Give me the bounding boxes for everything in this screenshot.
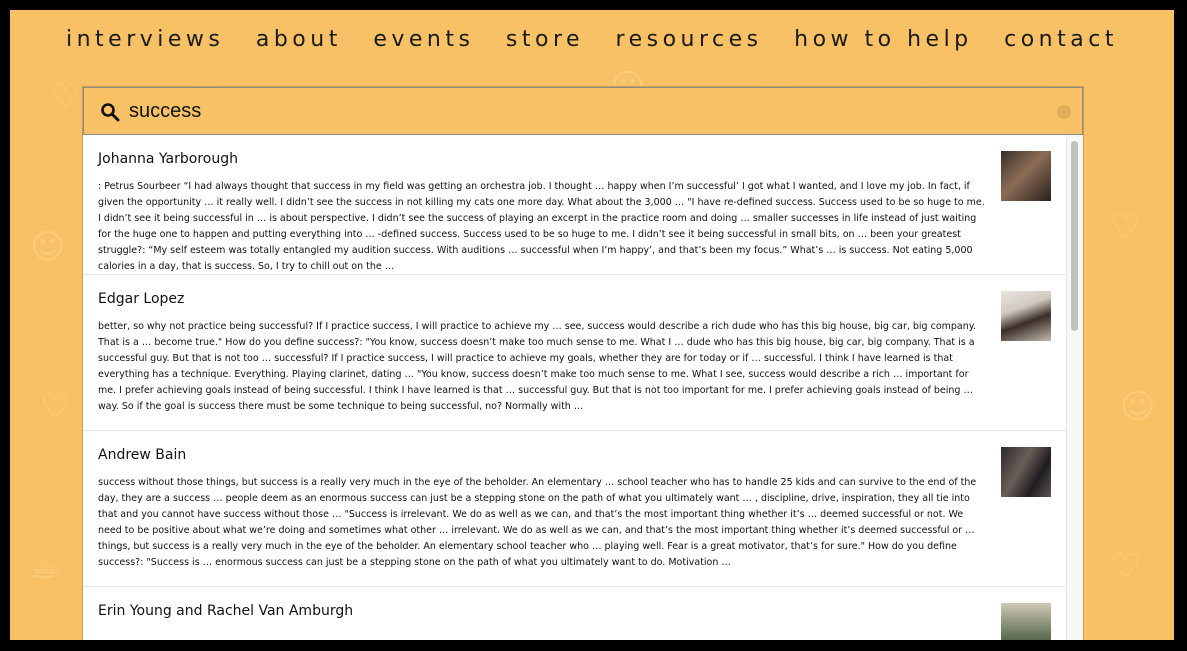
search-query[interactable]: success bbox=[129, 100, 202, 122]
result-thumbnail[interactable] bbox=[1001, 447, 1051, 497]
results-scrollbar[interactable] bbox=[1066, 135, 1083, 640]
page-frame bbox=[10, 10, 1174, 640]
result-name[interactable]: Johanna Yarborough bbox=[98, 151, 238, 167]
result-snippet: success without those things, but success is a really very much in the eye of the beholder. An elementary … school teacher who has to handle 25 kids and can survive to the end of the day, they are a success … people deem as an enormous success can just be a stepping stone on the path of what you ultimately want … , discipline, drive, inspiration, they all tie into that and you cannot have success without those … "Success is irrelevant. We do as well as we can, and that’s the most important thing whether it’s … deemed successful or not. We need to be positive about what we’re doing and sometimes what other … irrelevant. We do as well as we can, and that’s the most important thing whether it’s deemed successful or … things, but success is a really very much in the eye of the beholder. An elementary school teacher who … playing well. Fear is a great motivator, that’s for sure." How do you define success?: "Success is … enormous success can just be a stepping stone on the path of what you ultimately want to do. Motivation … bbox=[98, 477, 977, 568]
nav-contact[interactable]: contact bbox=[1004, 27, 1118, 52]
nav-store[interactable]: store bbox=[505, 27, 585, 52]
result-name[interactable]: Erin Young and Rachel Van Amburgh bbox=[98, 603, 354, 619]
result-item[interactable] bbox=[83, 135, 1067, 275]
nav-interviews[interactable]: interviews bbox=[66, 27, 225, 52]
search-icon bbox=[100, 102, 120, 122]
nav-about[interactable]: about bbox=[255, 27, 342, 52]
result-item[interactable] bbox=[83, 587, 1067, 640]
nav-how-to-help[interactable]: how to help bbox=[794, 27, 973, 52]
scrollbar-thumb[interactable] bbox=[1071, 141, 1078, 331]
result-thumbnail[interactable] bbox=[1001, 603, 1051, 640]
result-snippet: better, so why not practice being successful? If I practice success, I will practice to achieve my … see, success would describe a rich dude who has this big house, big car, big company. That is a … become true." How do you define success?: "You know, success doesn’t make too much sense to me. What I … dude who has this big house, big car, big company. That is a successful guy. But that is not too … successful? If I practice success, I will practice to achieve my goals, whether they are for today or if … successful. I think I have learned is that everything has a technique. Everything. Playing clarinet, dating … "You know, success doesn’t make too much sense to me. What I see, success would describe a rich … important for me. I prefer achieving goals instead of being successful. I think I have learned is that … successful guy. But that is not too important for me. I prefer achieving goals instead of being … way. So if the goal is success there must be some technique to being successful, no? Normally with … bbox=[98, 321, 977, 412]
results-list bbox=[83, 135, 1067, 640]
result-item[interactable] bbox=[83, 275, 1067, 431]
result-thumbnail[interactable] bbox=[1001, 151, 1051, 201]
result-name[interactable]: Edgar Lopez bbox=[98, 291, 185, 307]
clear-search-icon[interactable] bbox=[1057, 105, 1071, 119]
result-thumbnail[interactable] bbox=[1001, 291, 1051, 341]
result-item[interactable] bbox=[83, 431, 1067, 587]
nav-events[interactable]: events bbox=[373, 27, 475, 52]
background-pattern: ♡ ☺ ♡ ♡ ☺ ☕ ♡ bbox=[30, 77, 1156, 587]
result-snippet: : Petrus Sourbeer “I had always thought that success in my field was getting an orchestra job. I thought … happy when I’m successful’ I got what I wanted, and I love my job. In fact, if given the opportunity … it really well. I didn’t see the success in not killing my cats one more day. What about the 3,000 … "I have re-defined success. Success used to be so huge to me. I didn’t see it being successful in … is about perspective. I didn’t see the success of playing an excerpt in the practice room and doing … smaller successes in life instead of just waiting for the huge one to happen and putting everything into … -defined success. Success used to be so huge to me. I didn’t see it being successful in small bits, on … been your greatest struggle?: “My self esteem was totally entangled my audition success. With auditions … successful when I’m happy’, and that’s been my focus.” What’s … is success. Not eating 5,000 calories in a day, that is success. So, I try to chill out on the … bbox=[98, 181, 985, 272]
search-panel bbox=[83, 87, 1083, 640]
main-nav bbox=[10, 18, 1174, 62]
nav-resources[interactable]: resources bbox=[615, 27, 763, 52]
result-name[interactable]: Andrew Bain bbox=[98, 447, 187, 463]
search-bar[interactable] bbox=[83, 87, 1083, 135]
